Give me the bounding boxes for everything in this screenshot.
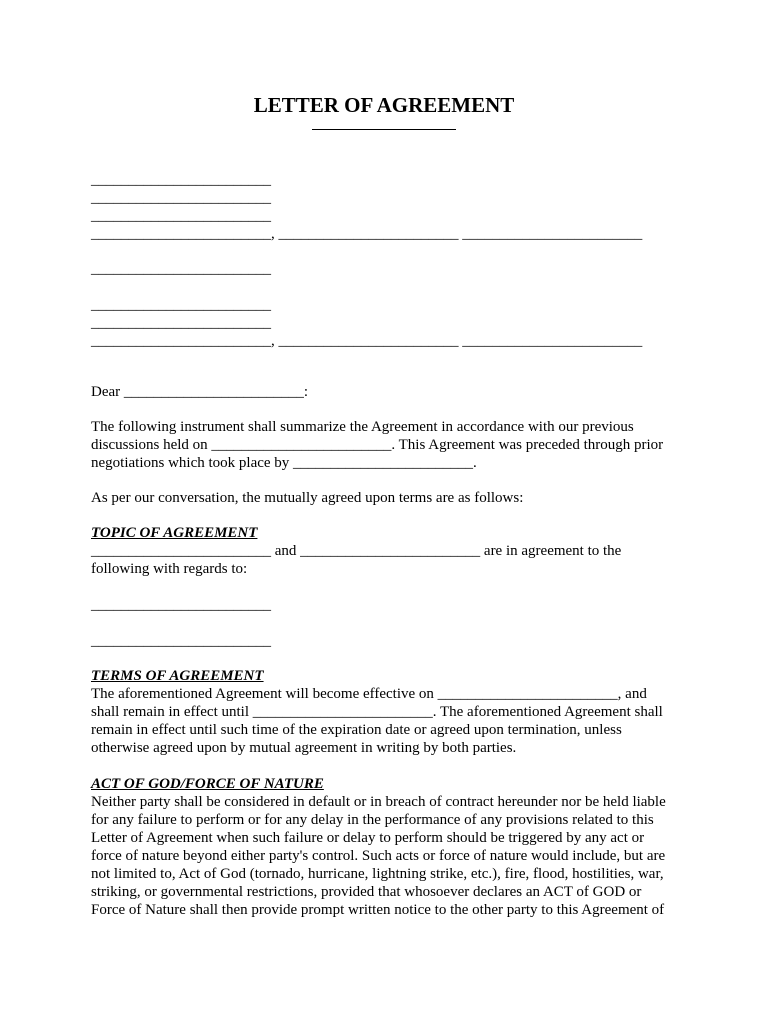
force-line-6: striking, or governmental restrictions, provided that whosoever declares an ACT of GOD or [91, 884, 642, 900]
force-line-4: force of nature beyond either party's control. Such acts or force of nature would include, but are [91, 848, 666, 864]
terms-line-1: The aforementioned Agreement will become effective on ________________________, and [91, 686, 647, 702]
intro-line-3: negotiations which took place by ________________________. [91, 455, 477, 471]
force-line-5: not limited to, Act of God (tornado, hurricane, lightning strike, etc.), fire, flood, hostilities, war, [91, 866, 664, 882]
document-title: LETTER OF AGREEMENT [253, 93, 515, 117]
terms-line-3: remain in effect until such time of the expiration date or agreed upon termination, unless [91, 722, 622, 738]
address-1-line-4: ________________________, ________________________ ________________________ [91, 226, 643, 242]
address-2-line-1: ________________________ [91, 297, 271, 313]
section-heading-terms: TERMS OF AGREEMENT [91, 668, 264, 684]
terms-line-4: otherwise agreed upon by mutual agreement in writing by both parties. [91, 740, 517, 756]
salutation: Dear ________________________: [91, 384, 309, 400]
intro-line-2: discussions held on ________________________. This Agreement was preceded through prior [91, 437, 664, 453]
address-1-line-3: ________________________ [91, 208, 271, 224]
section-heading-force-majeure: ACT OF GOD/FORCE OF NATURE [91, 776, 324, 792]
force-line-1: Neither party shall be considered in default or in breach of contract hereunder nor be held liable [91, 794, 666, 810]
topic-blank-2: ________________________ [91, 633, 271, 649]
party-name-line: ________________________ [91, 261, 271, 277]
title-underline-rule [312, 129, 456, 130]
address-2-line-3: ________________________, ________________________ ________________________ [91, 333, 643, 349]
topic-line-1: ________________________ and ________________________ are in agreement to the [91, 543, 622, 559]
terms-intro: As per our conversation, the mutually agreed upon terms are as follows: [91, 490, 524, 506]
terms-line-2: shall remain in effect until ________________________. The aforementioned Agreement shall [91, 704, 663, 720]
intro-line-1: The following instrument shall summarize the Agreement in accordance with our previous [91, 419, 634, 435]
force-line-2: for any failure to perform or for any delay in the performance of any provisions related to this [91, 812, 654, 828]
topic-line-2: following with regards to: [91, 561, 248, 577]
address-1-line-2: ________________________ [91, 190, 271, 206]
topic-blank-1: ________________________ [91, 597, 271, 613]
section-heading-topic: TOPIC OF AGREEMENT [91, 525, 258, 541]
address-1-line-1: ________________________ [91, 172, 271, 188]
force-line-3: Letter of Agreement when such failure or delay to perform should be triggered by any act or [91, 830, 645, 846]
force-line-7: Force of Nature shall then provide prompt written notice to the other party to this Agreement of [91, 902, 665, 918]
address-2-line-2: ________________________ [91, 315, 271, 331]
